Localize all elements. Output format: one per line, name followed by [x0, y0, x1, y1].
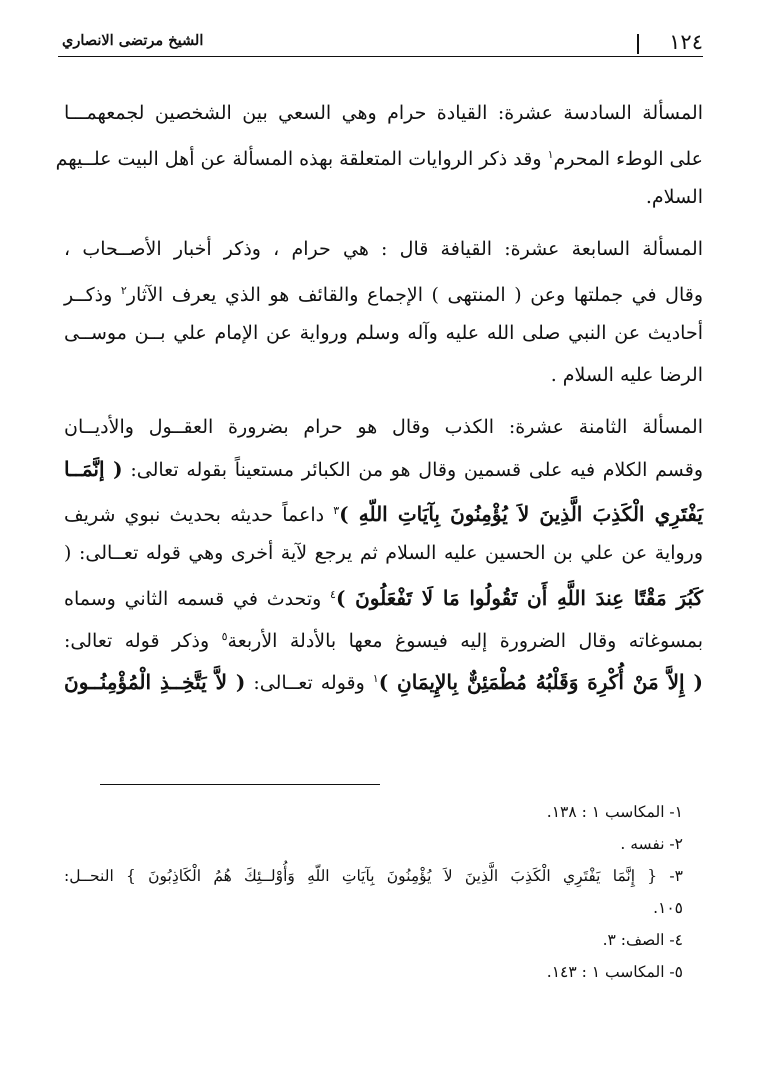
footnote-3: ٣- { إِنَّمَا يَفْتَرِي الْكَذِبَ الَّذِينَ لاَ يُؤْمِنُونَ بِآيَاتِ اللّهِ وَأُوْلــئِكَ هُمُ الْكَاذِبُونَ } النحــل:	[64, 867, 683, 885]
footnote-1: ١- المكاسب ١ : ١٣٨.	[546, 803, 683, 821]
paragraph-18-line-3: يَفْتَرِي الْكَذِبَ الَّذِينَ لاَ يُؤْمِنُونَ بِآيَاتِ اللّهِ )$^٣$ داعماً حديثه بحديث نبوي شريف	[64, 502, 703, 526]
paragraph-17-line-4: الرضا عليه السلام .	[550, 364, 703, 386]
quran-quote: ( إِلاَّ مَنْ أُكْرِهَ وَقَلْبُهُ مُطْمَئِنٌّ بِالإِيمَانِ )	[378, 670, 703, 694]
paragraph-18-line-5: كَبُرَ مَقْتًا عِندَ اللَّهِ أَن تَقُولُوا مَا لَا تَفْعَلُونَ )$^٤$ وتحدث في قسمه الثاني وسماه	[64, 586, 703, 610]
paragraph-16-line-1: المسألة السادسة عشرة: القيادة حرام وهي السعي بين الشخصين لجمعهمـــا	[64, 102, 703, 124]
paragraph-18-line-2: وقسم الكلام فيه على قسمين وقال هو من الكبائر مستعيناً بقوله تعالى: ( إنَّمَــا	[64, 457, 703, 481]
footnote-4: ٤- الصف: ٣.	[602, 931, 683, 949]
paragraph-17-line-3: أحاديث عن النبي صلى الله عليه وآله وسلم ورواية عن الإمام علي بــن موســى	[64, 322, 703, 344]
header-separator	[637, 34, 639, 54]
footnotes	[64, 796, 683, 988]
paragraph-16-line-2: على الوطء المحرم$^١$ وقد ذكر الروايات المتعلقة بهذه المسألة عن أهل البيت علــيهم	[55, 148, 703, 170]
footnote-marker: ١	[372, 672, 379, 685]
paragraph-17-line-1: المسألة السابعة عشرة: القيافة قال : هي حرام ، وذكر أخبار الأصــحاب ،	[64, 238, 703, 260]
header-rule	[58, 56, 703, 57]
footnote-separator	[100, 784, 380, 785]
quran-quote: ( لاَّ يَتَّخِــذِ الْمُؤْمِنُــونَ	[64, 670, 246, 694]
quran-quote: يَفْتَرِي الْكَذِبَ الَّذِينَ لاَ يُؤْمِنُونَ بِآيَاتِ اللّهِ )	[339, 502, 703, 526]
footnote-3-continued: ١٠٥.	[653, 899, 683, 917]
running-title: الشيخ مرتضى الانصاري	[62, 32, 204, 49]
page-number: ١٢٤	[669, 30, 703, 54]
footnote-2: ٢- نفسه .	[620, 835, 683, 853]
paragraph-18-line-7: ( إِلاَّ مَنْ أُكْرِهَ وَقَلْبُهُ مُطْمَئِنٌّ بِالإِيمَانِ )$^١$ وقوله تعــالى: ( لاَّ يَتَّخِــذِ الْمُؤْمِنُــونَ	[64, 670, 703, 694]
footnote-marker: ٥	[221, 630, 228, 643]
paragraph-18-line-1: المسألة الثامنة عشرة: الكذب وقال هو حرام بضرورة العقــول والأديــان	[64, 416, 703, 438]
main-text	[55, 92, 703, 700]
footnote-marker: ٢	[120, 284, 127, 297]
footnote-marker: ١	[547, 148, 554, 161]
quran-quote: ( إنَّمَــا	[64, 457, 123, 481]
paragraph-16-line-3: السلام.	[645, 186, 703, 208]
footnote-marker: ٤	[330, 588, 336, 601]
paragraph-18-line-4: ورواية عن علي بن الحسين عليه السلام ثم يرجع لآية أخرى وهي قوله تعــالى: (	[64, 542, 703, 564]
paragraph-18-line-6: بمسوغاته وقال الضرورة إليه فيسوغ معها بالأدلة الأربعة$^٥$ وذكر قوله تعالى:	[64, 630, 703, 652]
running-header	[58, 28, 703, 56]
footnote-marker: ٣	[333, 504, 340, 517]
paragraph-17-line-2: وقال في جملتها وعن ( المنتهى ) الإجماع والقائف هو الذي يعرف الآثار$^٢$ وذكــر	[64, 284, 703, 306]
quran-quote: كَبُرَ مَقْتًا عِندَ اللَّهِ أَن تَقُولُوا مَا لَا تَفْعَلُونَ )	[335, 586, 703, 610]
footnote-5: ٥- المكاسب ١ : ١٤٣.	[546, 963, 683, 981]
